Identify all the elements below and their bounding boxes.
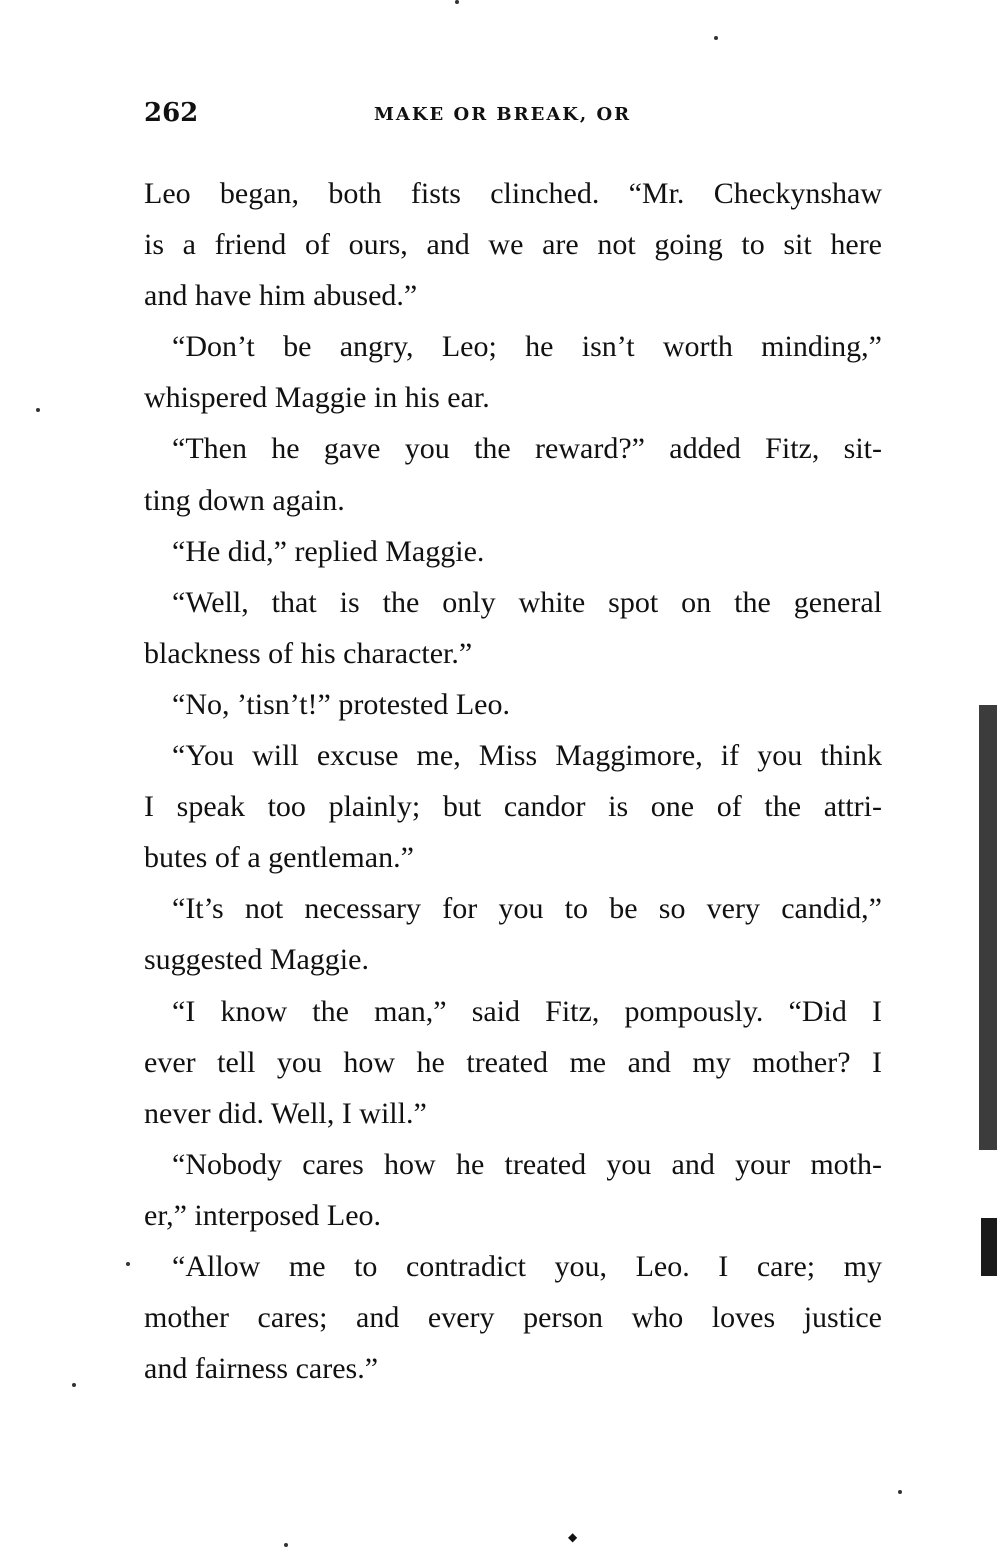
text-line: Leo began, both fists clinched. “Mr. Checkynshaw xyxy=(144,177,882,210)
ornament-icon: ◆ xyxy=(568,1530,578,1544)
text-line: “Nobody cares how he treated you and your moth- xyxy=(172,1147,882,1181)
page-edge-shadow-lower xyxy=(981,1218,997,1276)
print-speck xyxy=(36,408,40,412)
text-line: er,” interposed Leo. xyxy=(144,1198,382,1232)
running-head: MAKE OR BREAK, OR xyxy=(374,104,632,125)
page-number: 262 xyxy=(144,98,199,128)
text-line: “You will excuse me, Miss Maggimore, if you think xyxy=(172,739,882,773)
page-header xyxy=(144,98,884,138)
text-line: “Then he gave you the reward?” added Fitz, sit- xyxy=(172,432,882,466)
text-line: “Don’t be angry, Leo; he isn’t worth minding,” xyxy=(172,330,882,364)
print-speck xyxy=(72,1383,76,1387)
text-line: “It’s not necessary for you to be so very candid,” xyxy=(172,892,882,926)
text-line: “Well, that is the only white spot on the general xyxy=(172,585,882,619)
text-line: “Allow me to contradict you, Leo. I care; my xyxy=(172,1249,882,1283)
text-line: whispered Maggie in his ear. xyxy=(144,381,490,415)
text-line: I speak too plainly; but candor is one of the attri- xyxy=(144,790,882,824)
print-speck xyxy=(126,1262,130,1266)
text-line: and have him abused.” xyxy=(144,279,418,313)
text-line: never did. Well, I will.” xyxy=(144,1096,427,1130)
print-speck xyxy=(714,36,718,40)
text-line: “I know the man,” said Fitz, pompously. “Did I xyxy=(172,994,882,1028)
text-line: butes of a gentleman.” xyxy=(144,841,414,875)
print-speck xyxy=(284,1543,288,1547)
print-speck xyxy=(455,0,459,4)
text-line: “He did,” replied Maggie. xyxy=(172,534,485,568)
page-body-text xyxy=(144,168,882,1394)
text-line: suggested Maggie. xyxy=(144,943,369,977)
text-line: ting down again. xyxy=(144,483,345,517)
text-line: blackness of his character.” xyxy=(144,636,473,670)
page-edge-shadow xyxy=(979,705,997,1150)
print-speck xyxy=(898,1490,902,1494)
text-line: “No, ’tisn’t!” protested Leo. xyxy=(172,687,510,721)
text-line: ever tell you how he treated me and my mother? I xyxy=(144,1045,882,1079)
text-line: and fairness cares.” xyxy=(144,1352,379,1386)
text-line: mother cares; and every person who loves justice xyxy=(144,1301,882,1335)
text-line: is a friend of ours, and we are not going to sit here xyxy=(144,228,882,262)
